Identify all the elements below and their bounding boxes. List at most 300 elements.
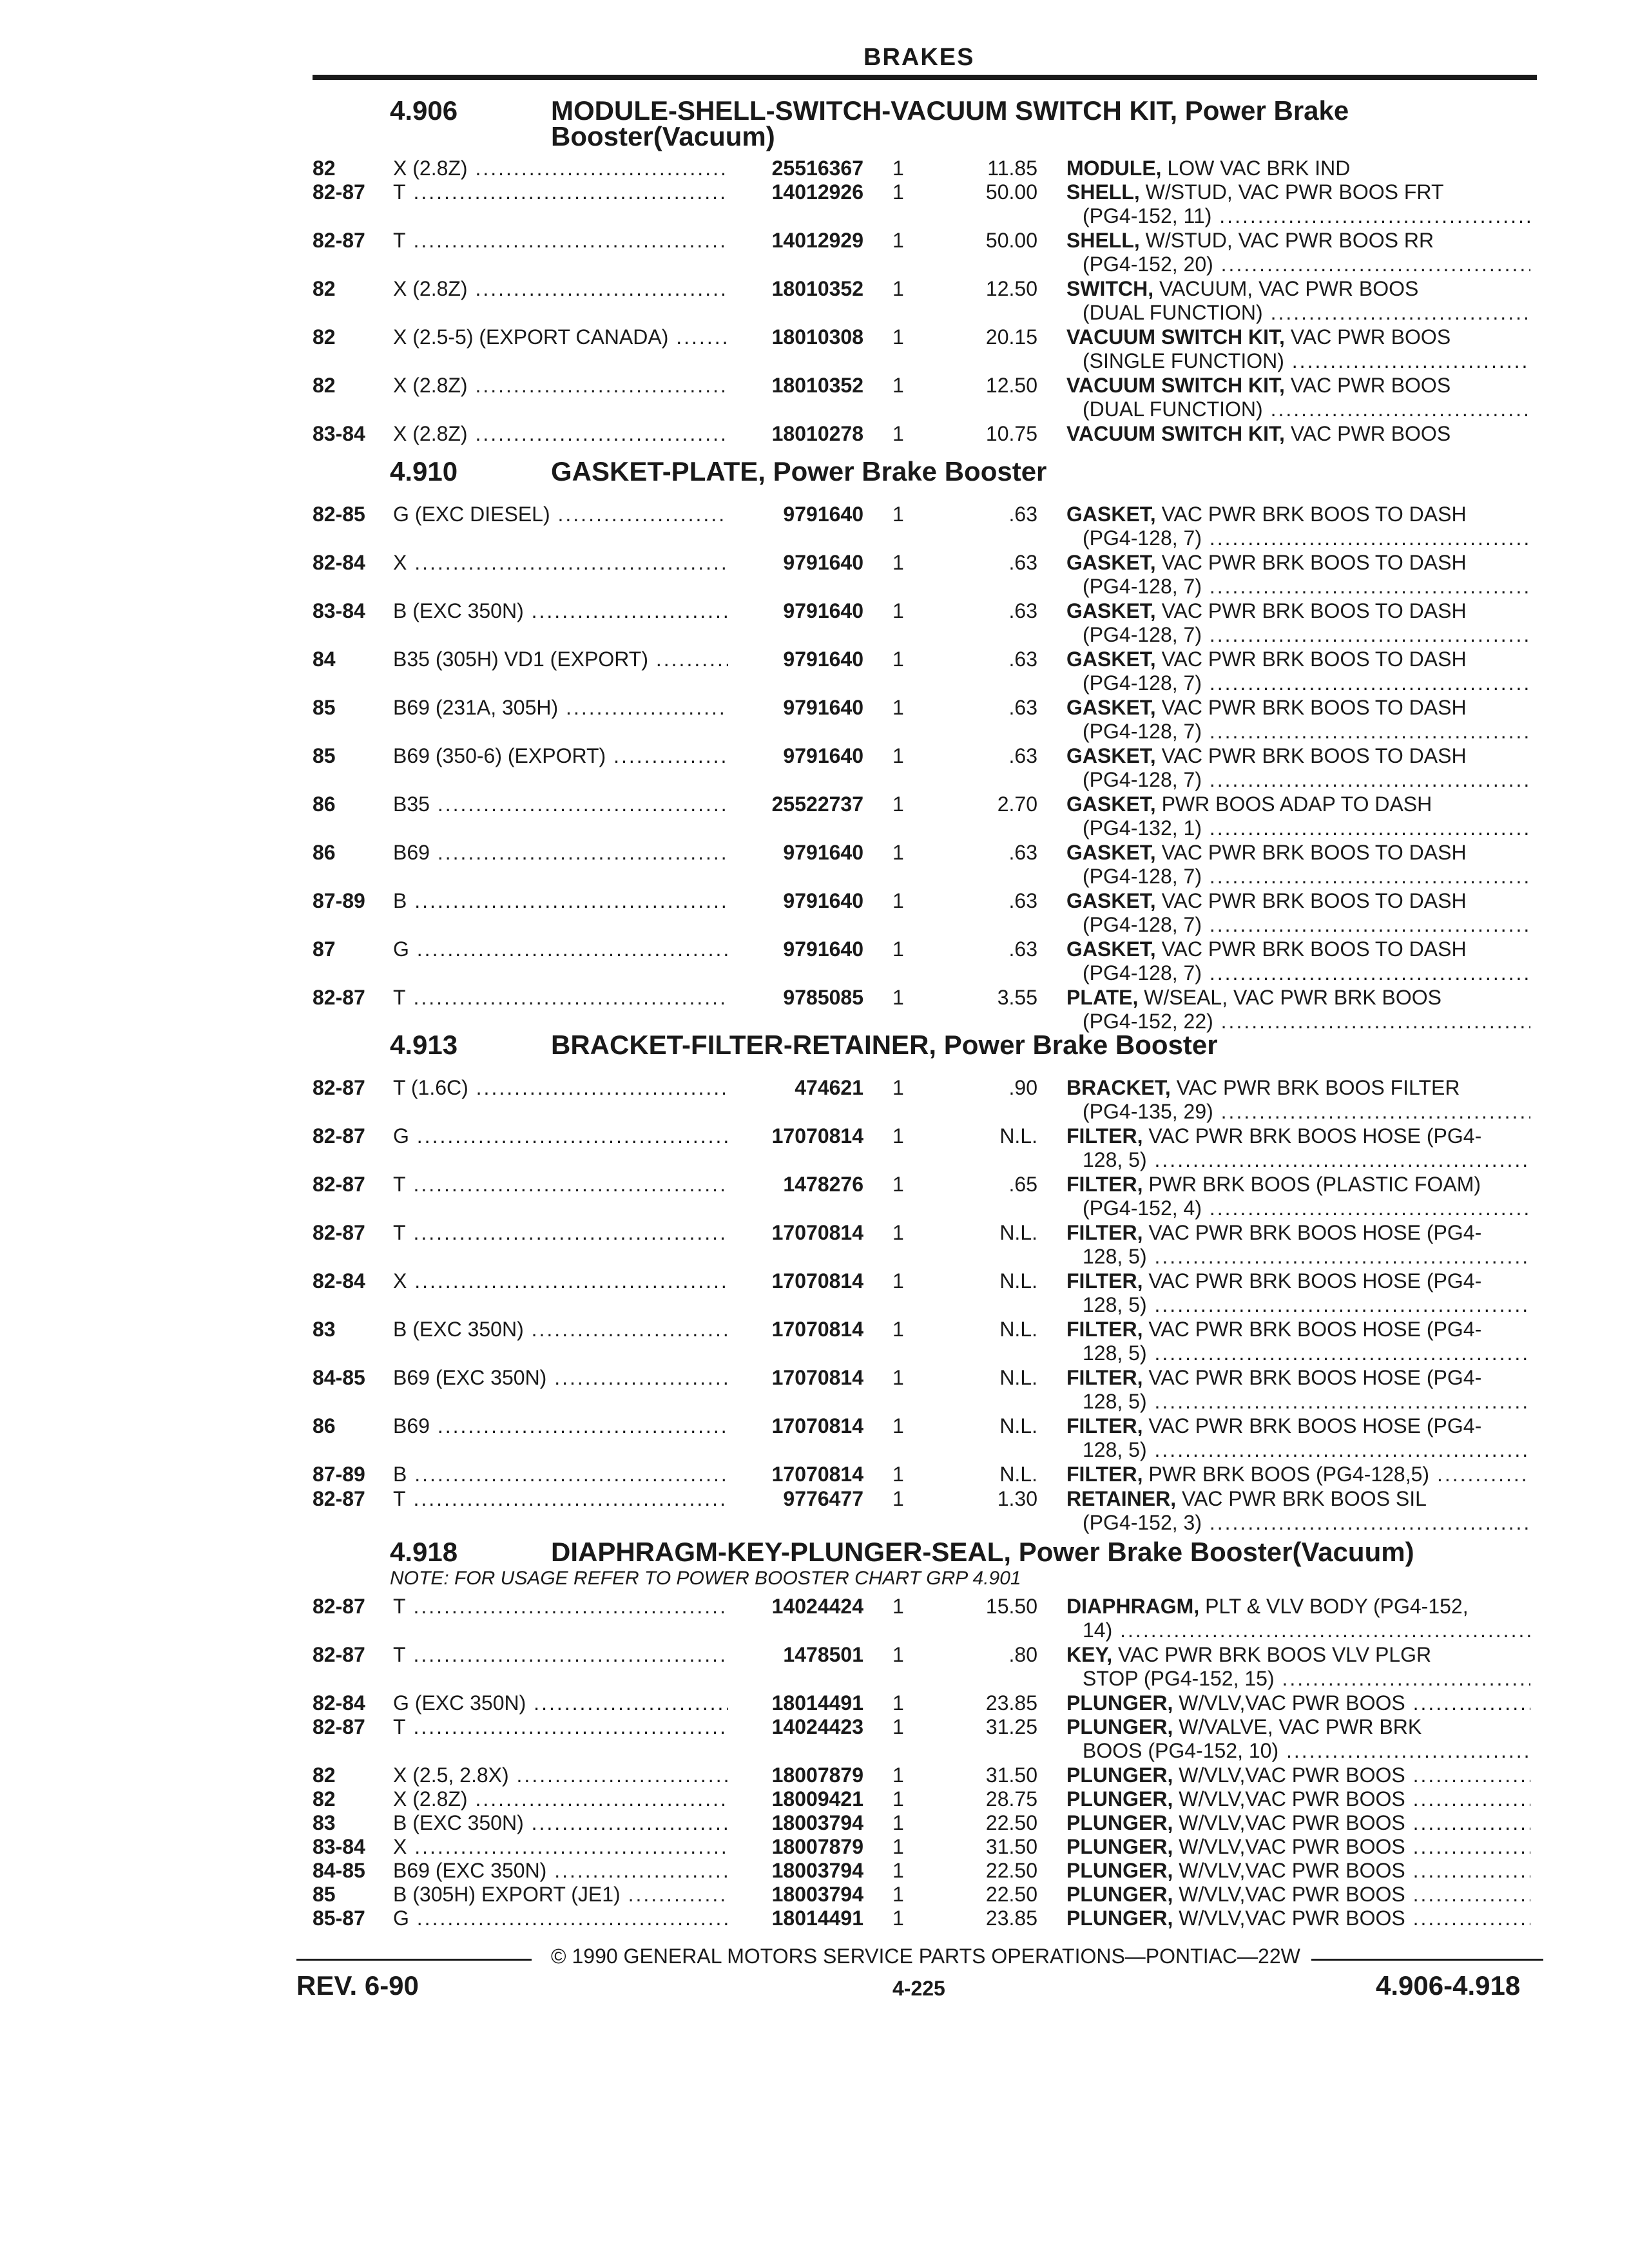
part-description — [1066, 1715, 1530, 1739]
part-number: 18007879 — [735, 1835, 863, 1859]
model-year: 82-85 — [313, 503, 365, 526]
part-number: 9791640 — [735, 551, 863, 575]
part-description — [1066, 503, 1530, 526]
usage-code: B (EXC 350N) ..... — [393, 1811, 728, 1835]
part-name: PLUNGER, — [1066, 1763, 1173, 1787]
part-description — [1066, 1595, 1530, 1619]
part-description — [1066, 374, 1530, 398]
section-number: 4.918 — [390, 1537, 458, 1567]
model-year: 83-84 — [313, 1835, 365, 1858]
part-number: 17070814 — [735, 1124, 863, 1148]
part-description-continued: (PG4-128, 7) ..... — [1083, 961, 1530, 985]
part-description — [1066, 325, 1530, 349]
usage-code: B (EXC 350N) ..... — [393, 1318, 728, 1341]
section-title: GASKET-PLATE, Power Brake Booster — [551, 456, 1047, 486]
price: N.L. — [999, 1124, 1037, 1148]
price: N.L. — [999, 1221, 1037, 1244]
quantity: 1 — [892, 744, 904, 767]
part-description — [1066, 157, 1530, 180]
price: 15.50 — [985, 1595, 1037, 1618]
part-name: FILTER, — [1066, 1173, 1143, 1196]
part-number: 9791640 — [735, 696, 863, 720]
model-year: 82-87 — [313, 1715, 365, 1738]
part-description — [1066, 277, 1530, 301]
quantity: 1 — [892, 1221, 904, 1244]
section-number: 4.910 — [390, 456, 458, 486]
usage-code: X (2.8Z) ..... — [393, 422, 728, 446]
group-range: 4.906-4.918 — [1376, 1970, 1521, 2001]
price: 22.50 — [985, 1859, 1037, 1882]
part-description — [1066, 422, 1530, 446]
usage-code: B ..... — [393, 889, 728, 913]
quantity: 1 — [892, 277, 904, 300]
usage-code: G ..... — [393, 1124, 728, 1148]
part-number: 474621 — [735, 1076, 863, 1100]
model-year: 82 — [313, 1787, 336, 1811]
part-description — [1066, 1907, 1530, 1930]
part-description-text: VACUUM, VAC PWR BOOS — [1153, 277, 1419, 300]
price: 31.50 — [985, 1835, 1037, 1858]
copyright-notice: © 1990 GENERAL MOTORS SERVICE PARTS OPERATIONS—PONTIAC—22W — [551, 1945, 1300, 1968]
usage-code: G (EXC DIESEL) ..... — [393, 503, 728, 526]
model-year: 82 — [313, 277, 336, 300]
quantity: 1 — [892, 1269, 904, 1293]
part-number: 17070814 — [735, 1366, 863, 1390]
part-description-text: PLT & VLV BODY (PG4-152, — [1199, 1595, 1469, 1618]
price: N.L. — [999, 1414, 1037, 1437]
usage-code: T ..... — [393, 1221, 728, 1245]
part-description-text: VAC PWR BRK BOOS TO DASH — [1155, 937, 1467, 961]
part-description-text: W/VLV,VAC PWR BOOS — [1173, 1859, 1405, 1882]
part-name: PLUNGER, — [1066, 1883, 1173, 1906]
model-year: 85 — [313, 1883, 336, 1906]
part-number: 18010278 — [735, 422, 863, 446]
part-description-text: PWR BRK BOOS (PLASTIC FOAM) — [1142, 1173, 1481, 1196]
usage-code: X ..... — [393, 1269, 728, 1293]
price: 12.50 — [985, 374, 1037, 397]
part-description — [1066, 1883, 1530, 1907]
part-description — [1066, 1763, 1530, 1787]
part-description — [1066, 1269, 1530, 1293]
model-year: 83 — [313, 1318, 336, 1341]
part-name: SHELL, — [1066, 229, 1140, 252]
model-year: 82-87 — [313, 1643, 365, 1666]
part-number: 9791640 — [735, 503, 863, 526]
quantity: 1 — [892, 986, 904, 1009]
part-name: FILTER, — [1066, 1124, 1143, 1148]
usage-code: G ..... — [393, 1907, 728, 1930]
part-number: 18014491 — [735, 1691, 863, 1715]
part-number: 25522737 — [735, 793, 863, 816]
part-description-continued: (DUAL FUNCTION) ..... — [1083, 398, 1530, 421]
part-description — [1066, 1487, 1530, 1511]
price: 23.85 — [985, 1691, 1037, 1715]
price: 31.25 — [985, 1715, 1037, 1738]
usage-code: G ..... — [393, 937, 728, 961]
part-name: FILTER, — [1066, 1318, 1143, 1341]
part-description-text: VAC PWR BRK BOOS HOSE (PG4- — [1142, 1269, 1482, 1293]
part-number: 18003794 — [735, 1883, 863, 1907]
part-number: 9776477 — [735, 1487, 863, 1511]
part-number: 17070814 — [735, 1221, 863, 1245]
part-description-text: VAC PWR BRK BOOS TO DASH — [1155, 648, 1467, 671]
part-number: 18010308 — [735, 325, 863, 349]
price: .63 — [1008, 551, 1037, 574]
quantity: 1 — [892, 551, 904, 574]
model-year: 82-87 — [313, 986, 365, 1009]
part-name: KEY, — [1066, 1643, 1113, 1666]
part-description-continued: BOOS (PG4-152, 10) ..... — [1083, 1739, 1530, 1763]
part-description-text: VAC PWR BRK BOOS FILTER — [1170, 1076, 1460, 1099]
part-name: GASKET, — [1066, 648, 1156, 671]
part-description — [1066, 1835, 1530, 1859]
part-description-text: VAC PWR BRK BOOS TO DASH — [1155, 841, 1467, 864]
usage-code: T ..... — [393, 986, 728, 1010]
part-description-continued: (PG4-152, 11) ..... — [1083, 204, 1530, 228]
quantity: 1 — [892, 374, 904, 397]
part-number: 18007879 — [735, 1763, 863, 1787]
quantity: 1 — [892, 1715, 904, 1738]
part-description-continued: (PG4-152, 20) ..... — [1083, 253, 1530, 276]
quantity: 1 — [892, 1859, 904, 1882]
part-description-continued: (PG4-132, 1) ..... — [1083, 816, 1530, 840]
model-year: 82 — [313, 374, 336, 397]
usage-code: X ..... — [393, 551, 728, 575]
part-description-continued: (PG4-128, 7) ..... — [1083, 865, 1530, 889]
part-name: PLUNGER, — [1066, 1859, 1173, 1882]
part-number: 18009421 — [735, 1787, 863, 1811]
part-name: PLUNGER, — [1066, 1811, 1173, 1834]
usage-code: B (305H) EXPORT (JE1) ..... — [393, 1883, 728, 1907]
part-number: 18010352 — [735, 374, 863, 398]
usage-code: B69 (350-6) (EXPORT) ..... — [393, 744, 728, 768]
part-number: 9791640 — [735, 841, 863, 865]
part-description — [1066, 1691, 1530, 1715]
footer-rule-right — [1311, 1959, 1543, 1961]
part-description-continued: (PG4-152, 3) ..... — [1083, 1511, 1530, 1535]
quantity: 1 — [892, 422, 904, 445]
price: .63 — [1008, 599, 1037, 622]
part-description — [1066, 1318, 1530, 1341]
part-name: GASKET, — [1066, 696, 1156, 719]
usage-code: X (2.5, 2.8X) ..... — [393, 1763, 728, 1787]
quantity: 1 — [892, 1835, 904, 1858]
section-title: DIAPHRAGM-KEY-PLUNGER-SEAL, Power Brake Booster(Vacuum) — [551, 1537, 1414, 1567]
part-number: 14024424 — [735, 1595, 863, 1619]
quantity: 1 — [892, 1595, 904, 1618]
model-year: 82-87 — [313, 1595, 365, 1618]
part-number: 1478276 — [735, 1173, 863, 1196]
price: 3.55 — [997, 986, 1037, 1009]
price: N.L. — [999, 1318, 1037, 1341]
usage-code: T ..... — [393, 1173, 728, 1196]
price: 10.75 — [985, 422, 1037, 445]
part-description-continued: (PG4-128, 7) ..... — [1083, 623, 1530, 647]
usage-code: T ..... — [393, 229, 728, 253]
part-description-text: VAC PWR BRK BOOS TO DASH — [1155, 503, 1467, 526]
quantity: 1 — [892, 1691, 904, 1715]
part-description-continued: 14) ..... — [1083, 1619, 1530, 1642]
part-name: PLUNGER, — [1066, 1787, 1173, 1811]
quantity: 1 — [892, 1763, 904, 1787]
part-description-text: W/VLV,VAC PWR BOOS — [1173, 1763, 1405, 1787]
section-title-continued: Booster(Vacuum) — [551, 121, 775, 151]
price: .80 — [1008, 1643, 1037, 1666]
part-number: 14012926 — [735, 180, 863, 204]
model-year: 82-87 — [313, 180, 365, 204]
part-name: FILTER, — [1066, 1463, 1143, 1486]
part-description-text: W/VLV,VAC PWR BOOS — [1173, 1691, 1405, 1715]
price: 23.85 — [985, 1907, 1037, 1930]
quantity: 1 — [892, 1883, 904, 1906]
part-description-text: W/VLV,VAC PWR BOOS — [1173, 1907, 1405, 1930]
part-description-text: VAC PWR BOOS — [1284, 374, 1451, 397]
part-description — [1066, 599, 1530, 623]
model-year: 85 — [313, 696, 336, 719]
part-description-text: VAC PWR BRK BOOS HOSE (PG4- — [1142, 1124, 1482, 1148]
part-description — [1066, 841, 1530, 865]
model-year: 84-85 — [313, 1366, 365, 1389]
quantity: 1 — [892, 229, 904, 252]
part-name: PLUNGER, — [1066, 1907, 1173, 1930]
revision-date: REV. 6-90 — [296, 1970, 419, 2001]
quantity: 1 — [892, 599, 904, 622]
usage-code: T ..... — [393, 1643, 728, 1667]
part-name: GASKET, — [1066, 503, 1156, 526]
usage-code: B69 ..... — [393, 841, 728, 865]
part-description-text: VAC PWR BOOS — [1284, 325, 1451, 349]
model-year: 86 — [313, 841, 336, 864]
model-year: 86 — [313, 793, 336, 816]
part-description — [1066, 793, 1530, 816]
header-rule — [313, 75, 1537, 80]
part-description-continued: 128, 5) ..... — [1083, 1438, 1530, 1462]
price: .63 — [1008, 503, 1037, 526]
model-year: 84 — [313, 648, 336, 671]
model-year: 87-89 — [313, 1463, 365, 1486]
section-title: MODULE-SHELL-SWITCH-VACUUM SWITCH KIT, Power Brake — [551, 95, 1349, 126]
usage-code: B69 (EXC 350N) ..... — [393, 1859, 728, 1883]
part-description-text: W/STUD, VAC PWR BOOS RR — [1139, 229, 1434, 252]
part-description — [1066, 648, 1530, 671]
part-number: 18014491 — [735, 1907, 863, 1930]
part-description-text: VAC PWR BRK BOOS VLV PLGR — [1112, 1643, 1432, 1666]
usage-code: T ..... — [393, 1715, 728, 1739]
part-description-continued: (PG4-152, 4) ..... — [1083, 1196, 1530, 1220]
model-year: 82 — [313, 325, 336, 349]
part-name: FILTER, — [1066, 1269, 1143, 1293]
usage-code: X (2.8Z) ..... — [393, 1787, 728, 1811]
model-year: 82-84 — [313, 1269, 365, 1293]
price: 22.50 — [985, 1811, 1037, 1834]
part-description-text: VAC PWR BRK BOOS HOSE (PG4- — [1142, 1366, 1482, 1389]
part-number: 18003794 — [735, 1811, 863, 1835]
part-description-continued: (PG4-128, 7) ..... — [1083, 575, 1530, 599]
part-description-text: VAC PWR BRK BOOS TO DASH — [1155, 744, 1467, 767]
quantity: 1 — [892, 889, 904, 912]
usage-code: B69 ..... — [393, 1414, 728, 1438]
part-description — [1066, 1643, 1530, 1667]
quantity: 1 — [892, 1907, 904, 1930]
part-description-text: W/VLV,VAC PWR BOOS — [1173, 1787, 1405, 1811]
usage-code: B ..... — [393, 1463, 728, 1486]
part-description — [1066, 229, 1530, 253]
price: .63 — [1008, 841, 1037, 864]
part-number: 9791640 — [735, 744, 863, 768]
price: .63 — [1008, 696, 1037, 719]
part-description — [1066, 1076, 1530, 1100]
usage-code: X (2.8Z) ..... — [393, 374, 728, 398]
quantity: 1 — [892, 1463, 904, 1486]
usage-code: X (2.5-5) (EXPORT CANADA) ..... — [393, 325, 728, 349]
model-year: 82-84 — [313, 551, 365, 574]
part-description-continued: 128, 5) ..... — [1083, 1390, 1530, 1414]
price: N.L. — [999, 1269, 1037, 1293]
price: 28.75 — [985, 1787, 1037, 1811]
quantity: 1 — [892, 648, 904, 671]
model-year: 84-85 — [313, 1859, 365, 1882]
part-number: 25516367 — [735, 157, 863, 180]
part-name: DIAPHRAGM, — [1066, 1595, 1200, 1618]
model-year: 85-87 — [313, 1907, 365, 1930]
part-number: 17070814 — [735, 1318, 863, 1341]
part-name: SWITCH, — [1066, 277, 1154, 300]
usage-code: B69 (EXC 350N) ..... — [393, 1366, 728, 1390]
usage-code: X (2.8Z) ..... — [393, 277, 728, 301]
part-description — [1066, 1124, 1530, 1148]
usage-code: X (2.8Z) ..... — [393, 157, 728, 180]
price: .65 — [1008, 1173, 1037, 1196]
part-description-continued: (SINGLE FUNCTION) ..... — [1083, 349, 1530, 373]
part-description — [1066, 1859, 1530, 1883]
price: 22.50 — [985, 1883, 1037, 1906]
quantity: 1 — [892, 937, 904, 961]
part-description-continued: (PG4-152, 22) ..... — [1083, 1010, 1530, 1033]
part-name: FILTER, — [1066, 1221, 1143, 1244]
part-description-text: VAC PWR BOOS — [1284, 422, 1451, 445]
quantity: 1 — [892, 180, 904, 204]
price: 50.00 — [985, 229, 1037, 252]
part-name: GASKET, — [1066, 841, 1156, 864]
part-number: 17070814 — [735, 1269, 863, 1293]
part-description-continued: 128, 5) ..... — [1083, 1148, 1530, 1172]
price: 12.50 — [985, 277, 1037, 300]
part-description — [1066, 1173, 1530, 1196]
usage-code: B (EXC 350N) ..... — [393, 599, 728, 623]
part-description-text: VAC PWR BRK BOOS TO DASH — [1155, 889, 1467, 912]
part-description-text: VAC PWR BRK BOOS TO DASH — [1155, 696, 1467, 719]
price: N.L. — [999, 1366, 1037, 1389]
part-description-text: PWR BOOS ADAP TO DASH — [1155, 793, 1432, 816]
price: .63 — [1008, 744, 1037, 767]
part-number: 9785085 — [735, 986, 863, 1010]
part-description — [1066, 1414, 1530, 1438]
page-number: 4-225 — [892, 1977, 945, 2000]
part-name: GASKET, — [1066, 937, 1156, 961]
footer-rule-left — [296, 1959, 532, 1961]
part-description-continued: (PG4-135, 29) ..... — [1083, 1100, 1530, 1124]
part-description — [1066, 696, 1530, 720]
part-number: 14012929 — [735, 229, 863, 253]
section-title: BRACKET-FILTER-RETAINER, Power Brake Booster — [551, 1030, 1218, 1060]
quantity: 1 — [892, 696, 904, 719]
price: 31.50 — [985, 1763, 1037, 1787]
part-name: SHELL, — [1066, 180, 1140, 204]
quantity: 1 — [892, 1366, 904, 1389]
quantity: 1 — [892, 325, 904, 349]
model-year: 83-84 — [313, 599, 365, 622]
part-name: MODULE, — [1066, 157, 1162, 180]
price: .63 — [1008, 889, 1037, 912]
model-year: 87-89 — [313, 889, 365, 912]
part-description-text: LOW VAC BRK IND — [1161, 157, 1351, 180]
quantity: 1 — [892, 1414, 904, 1437]
part-name: PLUNGER, — [1066, 1691, 1173, 1715]
part-description-continued: (PG4-128, 7) ..... — [1083, 720, 1530, 744]
price: 2.70 — [997, 793, 1037, 816]
model-year: 85 — [313, 744, 336, 767]
model-year: 82 — [313, 1763, 336, 1787]
part-number: 14024423 — [735, 1715, 863, 1739]
section-number: 4.913 — [390, 1030, 458, 1060]
quantity: 1 — [892, 1487, 904, 1510]
model-year: 82 — [313, 157, 336, 180]
part-description-continued: 128, 5) ..... — [1083, 1293, 1530, 1317]
part-number: 9791640 — [735, 889, 863, 913]
usage-code: T ..... — [393, 180, 728, 204]
price: 11.85 — [987, 157, 1037, 180]
part-name: FILTER, — [1066, 1366, 1143, 1389]
part-description-continued: 128, 5) ..... — [1083, 1245, 1530, 1269]
quantity: 1 — [892, 1643, 904, 1666]
part-description — [1066, 1787, 1530, 1811]
usage-code: T (1.6C) ..... — [393, 1076, 728, 1100]
part-name: GASKET, — [1066, 793, 1156, 816]
part-name: GASKET, — [1066, 889, 1156, 912]
part-name: FILTER, — [1066, 1414, 1143, 1437]
page-header-title: BRAKES — [863, 44, 975, 71]
usage-code: T ..... — [393, 1487, 728, 1511]
model-year: 82-87 — [313, 1221, 365, 1244]
model-year: 86 — [313, 1414, 336, 1437]
usage-note: NOTE: FOR USAGE REFER TO POWER BOOSTER CHART GRP 4.901 — [390, 1568, 1021, 1589]
part-number: 9791640 — [735, 937, 863, 961]
model-year: 83 — [313, 1811, 336, 1834]
quantity: 1 — [892, 1076, 904, 1099]
part-description-continued: (PG4-128, 7) ..... — [1083, 768, 1530, 792]
part-description-text: W/VLV,VAC PWR BOOS — [1173, 1835, 1405, 1858]
part-name: RETAINER, — [1066, 1487, 1177, 1510]
part-name: GASKET, — [1066, 551, 1156, 574]
price: 1.30 — [997, 1487, 1037, 1510]
price: 20.15 — [985, 325, 1037, 349]
part-number: 17070814 — [735, 1414, 863, 1438]
price: 50.00 — [985, 180, 1037, 204]
part-description-text: VAC PWR BRK BOOS SIL — [1176, 1487, 1427, 1510]
part-description-text: VAC PWR BRK BOOS TO DASH — [1155, 551, 1467, 574]
model-year: 82-84 — [313, 1691, 365, 1715]
part-number: 9791640 — [735, 599, 863, 623]
model-year: 87 — [313, 937, 336, 961]
model-year: 83-84 — [313, 422, 365, 445]
part-name: PLATE, — [1066, 986, 1139, 1009]
part-name: GASKET, — [1066, 599, 1156, 622]
usage-code: X ..... — [393, 1835, 728, 1859]
price: .90 — [1008, 1076, 1037, 1099]
part-description — [1066, 1221, 1530, 1245]
part-name: VACUUM SWITCH KIT, — [1066, 325, 1285, 349]
model-year: 82-87 — [313, 1124, 365, 1148]
